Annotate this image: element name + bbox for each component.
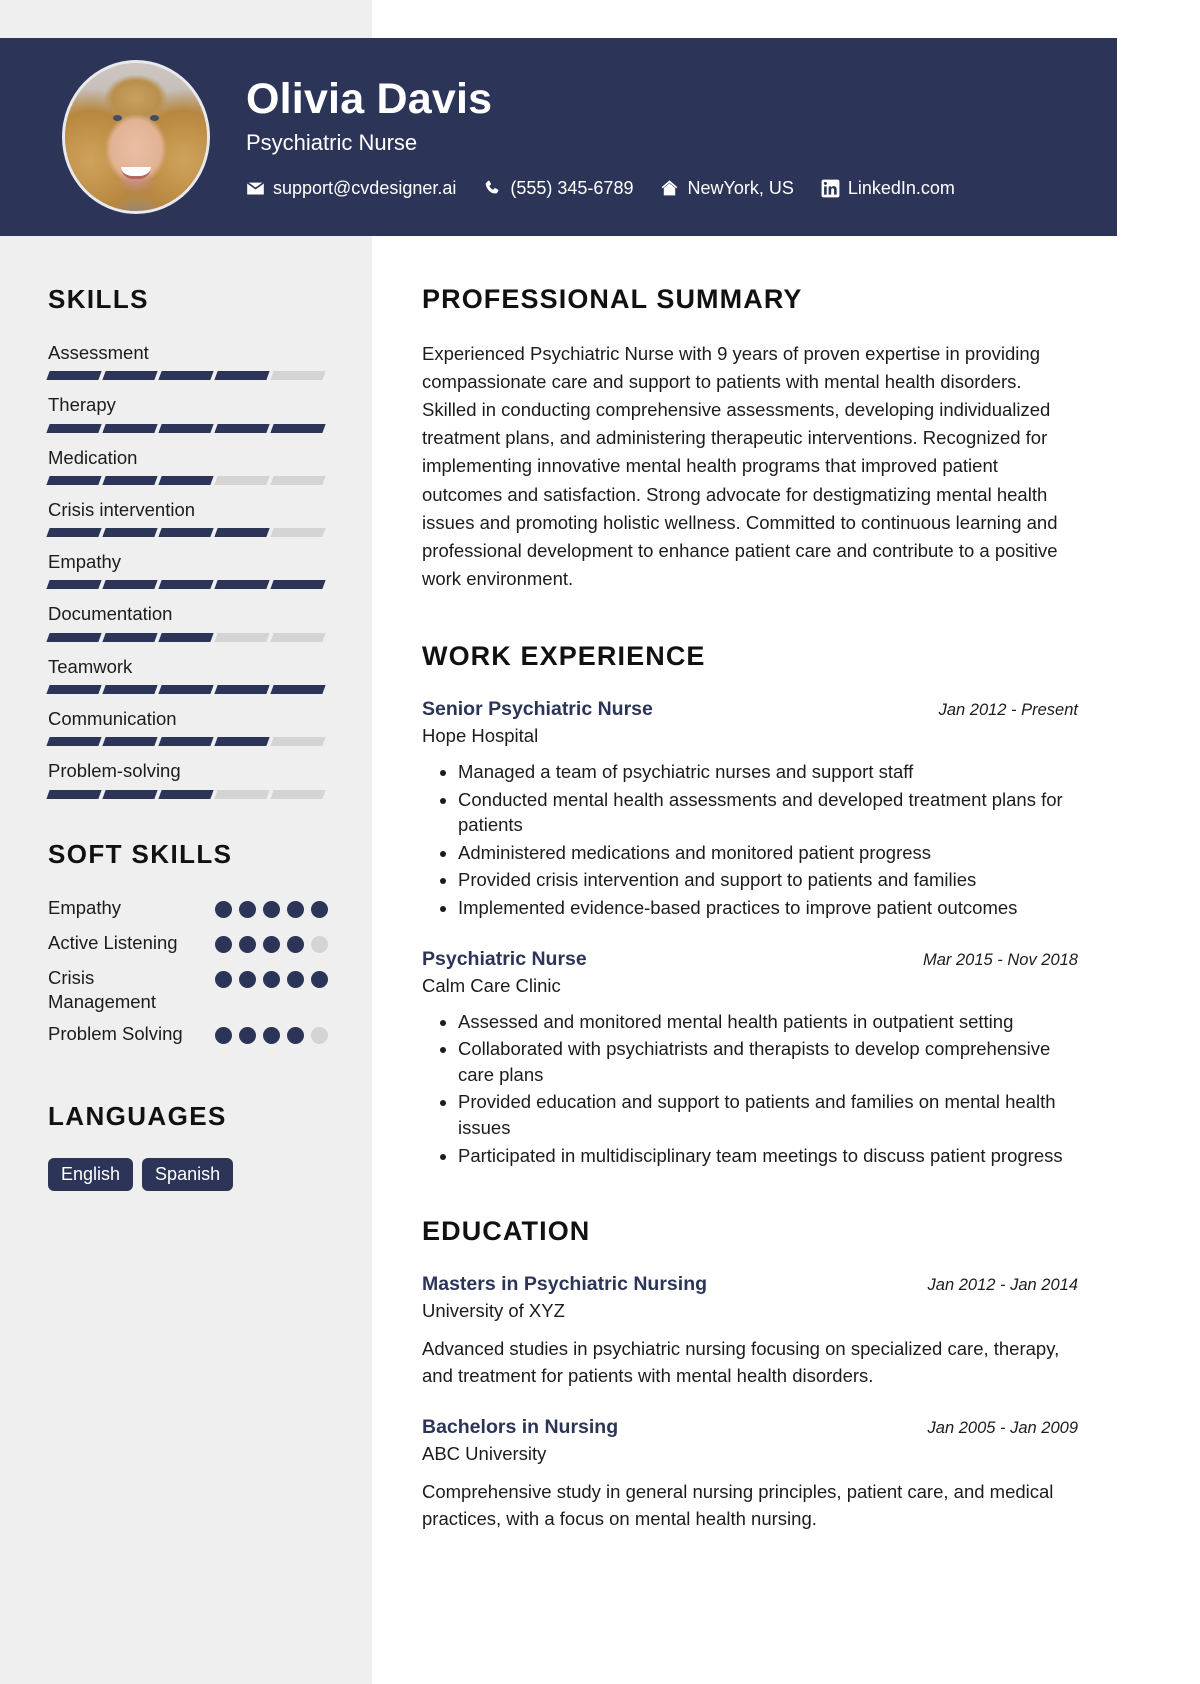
skill-row [48, 393, 328, 432]
soft-skill-row [48, 931, 328, 958]
skill-label: Assessment [48, 342, 149, 363]
skill-label: Therapy [48, 394, 116, 416]
skill-segment [270, 737, 325, 746]
skill-segment [102, 790, 157, 799]
skill-level-bar [48, 737, 328, 746]
skill-segment [270, 790, 325, 799]
candidate-role: Psychiatric Nurse [246, 130, 418, 156]
soft-skill-rating [215, 931, 328, 953]
soft-skill-rating [215, 896, 328, 918]
rating-dot [263, 901, 280, 918]
rating-dot [215, 936, 232, 953]
soft-skills-section-title: SOFT SKILLS [48, 838, 233, 869]
degree-title: Bachelors in Nursing [422, 1415, 619, 1438]
skill-level-bar [48, 424, 328, 433]
skills-section-title: SKILLS [48, 284, 149, 314]
resume-header [0, 38, 1117, 236]
skill-segment [46, 737, 101, 746]
contact-phone-text: (555) 345-6789 [510, 178, 634, 199]
skill-level-bar [48, 528, 328, 537]
skill-segment [158, 424, 213, 433]
experience-entry [422, 697, 1078, 921]
soft-skill-row [48, 1022, 328, 1049]
rating-dot [215, 1027, 232, 1044]
contact-email-text: support@cvdesigner.ai [273, 178, 457, 199]
responsibility-item: • Participated in multidisciplinary team meetings to discuss patient progress [458, 1143, 1078, 1169]
skill-segment [214, 580, 269, 589]
skill-segment [46, 633, 101, 642]
skill-segment [270, 580, 325, 589]
degree-title: Masters in Psychiatric Nursing [422, 1273, 708, 1296]
skill-segment [46, 424, 101, 433]
skill-row [48, 341, 328, 380]
contact-location[interactable] [660, 178, 793, 199]
entry-header [422, 1415, 1078, 1439]
skill-segment [270, 685, 325, 694]
contact-email[interactable] [246, 178, 456, 199]
skill-segment [158, 790, 213, 799]
skill-segment [270, 476, 325, 485]
skill-segment [214, 685, 269, 694]
job-title: Psychiatric Nurse [422, 947, 587, 970]
envelope-icon [246, 179, 265, 198]
skill-label: Problem-solving [48, 760, 181, 782]
entry-date-range: Mar 2015 - Nov 2018 [922, 950, 1078, 969]
company-name: Calm Care Clinic [422, 974, 561, 996]
skill-level-bar [48, 580, 328, 589]
skill-label: Crisis intervention [48, 498, 196, 520]
education-list [422, 1272, 1078, 1532]
skill-segment [46, 580, 101, 589]
skill-segment [102, 633, 157, 642]
skill-segment [214, 737, 269, 746]
skill-row [48, 550, 328, 589]
skill-segment [214, 371, 269, 380]
soft-skills-section [48, 839, 328, 1049]
responsibility-item: • Assessed and monitored mental health patients in outpatient setting [458, 1009, 1078, 1035]
company-name: Hope Hospital [422, 725, 539, 747]
education-entry [422, 1272, 1078, 1389]
skill-segment [158, 371, 213, 380]
main-content [422, 236, 1078, 1558]
responsibility-list [422, 759, 1078, 920]
summary-section-title: PROFESSIONAL SUMMARY [422, 284, 803, 314]
rating-dot [287, 936, 304, 953]
rating-dot [239, 936, 256, 953]
rating-dot [263, 1027, 280, 1044]
skill-level-bar [48, 685, 328, 694]
contact-list [246, 178, 955, 199]
skill-segment [46, 685, 101, 694]
skill-segment [46, 371, 101, 380]
skill-segment [102, 424, 157, 433]
entry-date-range: Jan 2005 - Jan 2009 [927, 1418, 1078, 1437]
skill-row [48, 446, 328, 485]
soft-skill-label: Problem Solving [48, 1022, 183, 1044]
skill-segment [102, 685, 157, 694]
responsibility-item: • Provided education and support to patients and families on mental health issues [458, 1089, 1078, 1140]
responsibility-item: • Conducted mental health assessments and developed treatment plans for patients [458, 787, 1078, 838]
skill-level-bar [48, 633, 328, 642]
professional-summary-section [422, 284, 1078, 593]
skill-row [48, 655, 328, 694]
skill-segment [214, 424, 269, 433]
soft-skills-list [48, 896, 328, 1049]
entry-date-range: Jan 2012 - Jan 2014 [927, 1276, 1078, 1295]
entry-description: Advanced studies in psychiatric nursing focusing on specialized care, therapy, and treatment for patients with mental health disorders. [422, 1338, 1060, 1386]
experience-entry [422, 947, 1078, 1169]
job-title: Senior Psychiatric Nurse [422, 697, 653, 720]
rating-dot [239, 901, 256, 918]
skill-segment [102, 580, 157, 589]
education-section-title: EDUCATION [422, 1216, 591, 1247]
skill-segment [158, 685, 213, 694]
skill-label: Teamwork [48, 655, 133, 677]
skill-segment [102, 528, 157, 537]
work-experience-section [422, 641, 1078, 1168]
soft-skill-rating [215, 966, 328, 988]
skill-segment [214, 528, 269, 537]
languages-list [48, 1158, 328, 1192]
rating-dot [239, 971, 256, 988]
education-section [422, 1216, 1078, 1532]
avatar-photo [65, 63, 207, 211]
skill-segment [270, 424, 325, 433]
skill-segment [214, 633, 269, 642]
rating-dot [287, 901, 304, 918]
rating-dot [215, 971, 232, 988]
responsibility-item: • Collaborated with psychiatrists and therapists to develop comprehensive care plans [458, 1036, 1078, 1087]
soft-skill-rating [215, 1022, 328, 1044]
rating-dot [215, 901, 232, 918]
school-name: ABC University [422, 1443, 547, 1465]
phone-icon [483, 179, 502, 198]
skill-segment [270, 371, 325, 380]
skill-label: Communication [48, 708, 177, 730]
education-entry [422, 1415, 1078, 1532]
rating-dot [263, 971, 280, 988]
rating-dot [239, 1027, 256, 1044]
skill-level-bar [48, 790, 328, 799]
experience-list [422, 697, 1078, 1168]
skill-segment [158, 528, 213, 537]
responsibility-item: • Provided crisis intervention and support to patients and families [458, 867, 1078, 893]
rating-dot [311, 936, 328, 953]
soft-skill-label: Active Listening [48, 931, 178, 953]
skill-segment [270, 528, 325, 537]
contact-phone[interactable] [483, 178, 633, 199]
entry-header [422, 947, 1078, 971]
rating-dot [311, 1027, 328, 1044]
skill-label: Documentation [48, 603, 173, 625]
rating-dot [287, 1027, 304, 1044]
rating-dot [311, 971, 328, 988]
entry-date-range: Jan 2012 - Present [938, 700, 1078, 719]
skill-row [48, 707, 328, 746]
soft-skill-label: Empathy [48, 896, 122, 918]
responsibility-item: • Managed a team of psychiatric nurses and support staff [458, 759, 1078, 785]
soft-skill-row [48, 896, 328, 923]
skill-segment [46, 476, 101, 485]
skill-row [48, 759, 328, 798]
skill-segment [46, 790, 101, 799]
skill-row [48, 498, 328, 537]
skill-segment [214, 790, 269, 799]
skill-segment [46, 528, 101, 537]
responsibility-item: • Administered medications and monitored patient progress [458, 840, 1078, 866]
skill-segment [158, 633, 213, 642]
sidebar [0, 236, 372, 1191]
skill-label: Empathy [48, 551, 122, 573]
contact-linkedin[interactable] [821, 178, 955, 199]
avatar-eyes [113, 115, 159, 121]
responsibility-item: • Implemented evidence-based practices to improve patient outcomes [458, 895, 1078, 921]
soft-skill-label: Crisis Management [48, 966, 156, 1012]
rating-dot [263, 936, 280, 953]
skill-segment [214, 476, 269, 485]
entry-description: Comprehensive study in general nursing principles, patient care, and medical practices, with a focus on mental health nursing. [422, 1481, 1054, 1529]
languages-section-title: LANGUAGES [48, 1100, 227, 1131]
contact-linkedin-text: LinkedIn.com [847, 178, 955, 199]
skill-segment [158, 476, 213, 485]
contact-location-text: NewYork, US [687, 178, 794, 199]
languages-section [48, 1101, 328, 1192]
rating-dot [311, 901, 328, 918]
entry-header [422, 1272, 1078, 1296]
school-name: University of XYZ [422, 1300, 565, 1322]
skill-level-bar [48, 476, 328, 485]
skills-list [48, 341, 328, 799]
language-tag[interactable]: Spanish [142, 1158, 233, 1192]
entry-header [422, 697, 1078, 721]
summary-text: Experienced Psychiatric Nurse with 9 years of proven expertise in providing compassionate care and support to patients with mental health disorders. Skilled in conducting comprehensive assessments, developing individualized treatment plans, and administering therapeutic interventions. Recognized for implementing innovative mental health programs that improved patient outcomes and satisfaction. Strong advocate for destigmatizing mental health issues and promoting holistic wellness. Committed to continuous learning and professional development to enhance patient care and contribute to a positive work environment. [422, 343, 1058, 589]
skill-segment [102, 476, 157, 485]
home-icon [660, 179, 679, 198]
skill-segment [102, 371, 157, 380]
skill-segment [270, 633, 325, 642]
language-tag[interactable]: English [48, 1158, 133, 1192]
soft-skill-row [48, 966, 328, 1014]
responsibility-list [422, 1009, 1078, 1168]
candidate-name: Olivia Davis [246, 74, 493, 123]
experience-section-title: WORK EXPERIENCE [422, 640, 706, 671]
skill-row [48, 602, 328, 641]
rating-dot [287, 971, 304, 988]
skill-level-bar [48, 371, 328, 380]
avatar [62, 60, 210, 214]
skill-label: Medication [48, 446, 138, 468]
header-text-block [246, 75, 955, 199]
linkedin-icon [821, 179, 840, 198]
skill-segment [158, 580, 213, 589]
skill-segment [102, 737, 157, 746]
skill-segment [158, 737, 213, 746]
